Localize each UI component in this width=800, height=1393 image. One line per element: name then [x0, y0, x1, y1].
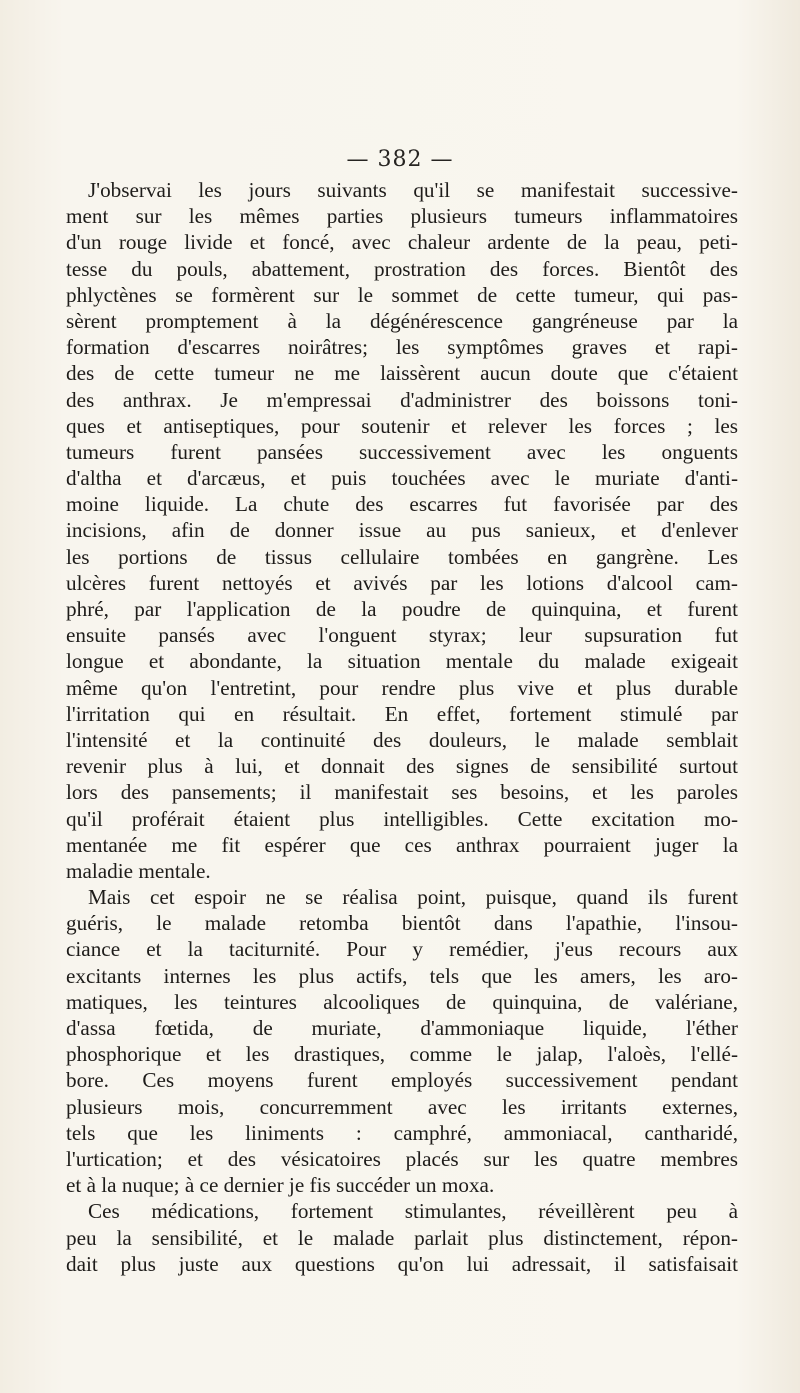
text-line: tumeurs furent pansées successivement avec les onguents: [66, 439, 738, 464]
text-line: ciance et la taciturnité. Pour y remédier, j'eus recours aux: [66, 937, 738, 962]
text-line: plusieurs mois, concurremment avec les irritants externes,: [66, 1094, 738, 1119]
text-line: d'altha et d'arcæus, et puis touchées avec le muriate d'anti-: [66, 466, 738, 491]
text-line: ulcères furent nettoyés et avivés par les lotions d'alcool cam-: [66, 570, 738, 595]
text-line: qu'il proférait étaient plus intelligibles. Cette excitation mo-: [66, 806, 738, 831]
text-line: mentanée me fit espérer que ces anthrax pourraient juger la: [66, 832, 738, 857]
text-line: ment sur les mêmes parties plusieurs tumeurs inflammatoires: [66, 204, 738, 229]
body-text: [66, 177, 738, 1277]
text-line: bore. Ces moyens furent employés successivement pendant: [66, 1068, 738, 1093]
text-line: l'intensité et la continuité des douleurs, le malade semblait: [66, 727, 738, 752]
text-line: l'urtication; et des vésicatoires placés sur les quatre membres: [66, 1146, 738, 1171]
text-line: Mais cet espoir ne se réalisa point, puisque, quand ils furent: [88, 885, 738, 910]
text-line: phlyctènes se formèrent sur le sommet de cette tumeur, qui pas-: [66, 282, 738, 307]
text-line: matiques, les teintures alcooliques de quinquina, de valériane,: [66, 989, 738, 1014]
text-line: revenir plus à lui, et donnait des signes de sensibilité surtout: [66, 754, 738, 779]
text-line: ques et antiseptiques, pour soutenir et relever les forces ; les: [66, 413, 738, 438]
text-line: excitants internes les plus actifs, tels que les amers, les aro-: [66, 963, 738, 988]
text-line: tesse du pouls, abattement, prostration des forces. Bientôt des: [66, 256, 738, 281]
text-line: guéris, le malade retomba bientôt dans l'apathie, l'insou-: [66, 911, 738, 936]
text-line: d'un rouge livide et foncé, avec chaleur ardente de la peau, peti-: [66, 230, 738, 255]
text-line: maladie mentale.: [66, 858, 211, 883]
text-line: lors des pansements; il manifestait ses besoins, et les paroles: [66, 780, 738, 805]
text-line: J'observai les jours suivants qu'il se manifestait successive-: [88, 178, 738, 202]
paragraph-3: [66, 1198, 738, 1277]
text-line: des anthrax. Je m'empressai d'administrer des boissons toni-: [66, 387, 738, 412]
text-line: formation d'escarres noirâtres; les symptômes graves et rapi-: [66, 335, 738, 360]
text-line: phosphorique et les drastiques, comme le jalap, l'aloès, l'ellé-: [66, 1042, 738, 1067]
text-line: des de cette tumeur ne me laissèrent aucun doute que c'étaient: [66, 361, 738, 386]
text-line: ensuite pansés avec l'onguent styrax; leur supsuration fut: [66, 623, 738, 648]
text-line: incisions, afin de donner issue au pus sanieux, et d'enlever: [66, 518, 738, 543]
text-line: peu la sensibilité, et le malade parlait plus distinctement, répon-: [66, 1225, 738, 1250]
text-line: moine liquide. La chute des escarres fut favorisée par des: [66, 492, 738, 517]
paragraph-1: [66, 177, 738, 884]
text-line: et à la nuque; à ce dernier je fis succéder un moxa.: [66, 1173, 495, 1198]
text-line: phré, par l'application de la poudre de quinquina, et furent: [66, 597, 738, 621]
page-number: — 382 —: [346, 147, 454, 172]
paragraph-2: [66, 884, 738, 1198]
text-line: les portions de tissus cellulaire tombées en gangrène. Les: [66, 544, 738, 569]
text-line: sèrent promptement à la dégénérescence gangréneuse par la: [66, 308, 738, 333]
text-line: l'irritation qui en résultait. En effet, fortement stimulé par: [66, 701, 738, 726]
text-line: dait plus juste aux questions qu'on lui adressait, il satisfaisait: [66, 1251, 738, 1276]
text-line: Ces médications, fortement stimulantes, réveillèrent peu à: [88, 1199, 738, 1224]
text-line: même qu'on l'entretint, pour rendre plus vive et plus durable: [66, 675, 738, 700]
text-line: d'assa fœtida, de muriate, d'ammoniaque liquide, l'éther: [66, 1016, 738, 1040]
text-line: longue et abondante, la situation mentale du malade exigeait: [66, 649, 738, 674]
text-line: tels que les liniments : camphré, ammoniacal, cantharidé,: [66, 1120, 738, 1145]
